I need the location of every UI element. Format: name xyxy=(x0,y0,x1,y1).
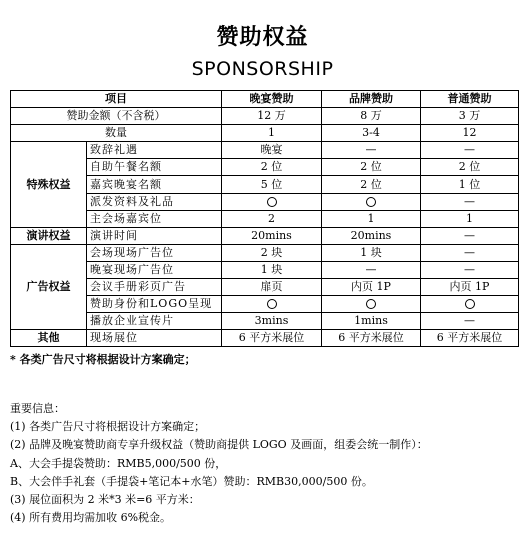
circle-icon xyxy=(267,299,277,309)
category-speech: 演讲权益 xyxy=(11,227,87,244)
category-other: 其他 xyxy=(11,330,87,347)
table-row xyxy=(11,210,519,227)
table-header-row xyxy=(11,91,519,108)
row-label: 致辞礼遇 xyxy=(87,142,222,159)
cell-brand: 1 块 xyxy=(322,244,421,261)
table-row xyxy=(11,142,519,159)
row-label: 赞助金额（不含税） xyxy=(11,108,222,125)
row-label: 主会场嘉宾位 xyxy=(87,210,222,227)
cell-brand: 3-4 xyxy=(322,125,421,142)
circle-icon xyxy=(366,299,376,309)
cell-brand: 1mins xyxy=(322,313,421,330)
row-label: 会议手册彩页广告 xyxy=(87,279,222,296)
table-row xyxy=(11,159,519,176)
table-row xyxy=(11,313,519,330)
cell-brand: — xyxy=(322,261,421,278)
cell-dinner: 晚宴 xyxy=(222,142,322,159)
cell-brand: — xyxy=(322,142,421,159)
cell-dinner: 5 位 xyxy=(222,176,322,193)
important-notes xyxy=(10,400,428,527)
row-label: 派发资料及礼品 xyxy=(87,193,222,210)
cell-dinner: 1 xyxy=(222,125,322,142)
note-line: (1) 各类广告尺寸将根据设计方案确定； xyxy=(10,420,206,434)
cell-general: 12 xyxy=(421,125,519,142)
row-label: 自助午餐名额 xyxy=(87,159,222,176)
cell-dinner xyxy=(222,296,322,313)
table-row xyxy=(11,125,519,142)
header-dinner: 晚宴赞助 xyxy=(222,91,322,108)
table-row xyxy=(11,227,519,244)
cell-general: 1 位 xyxy=(421,176,519,193)
cell-brand: 8 万 xyxy=(322,108,421,125)
cell-brand: 1 xyxy=(322,210,421,227)
circle-icon xyxy=(366,197,376,207)
cell-dinner: 12 万 xyxy=(222,108,322,125)
cell-general: — xyxy=(421,193,519,210)
cell-brand: 6 平方米展位 xyxy=(322,330,421,347)
notes-heading: 重要信息： xyxy=(10,402,65,415)
cell-general: — xyxy=(421,313,519,330)
table-row xyxy=(11,296,519,313)
table-footnote: * 各类广告尺寸将根据设计方案确定； xyxy=(10,353,196,366)
table-row xyxy=(11,108,519,125)
cell-brand: 内页 1P xyxy=(322,279,421,296)
cell-brand: 2 位 xyxy=(322,159,421,176)
cell-brand xyxy=(322,296,421,313)
cell-general: 2 位 xyxy=(421,159,519,176)
table-row xyxy=(11,176,519,193)
row-label: 赞助身份和LOGO呈现 xyxy=(87,296,222,313)
row-label: 会场现场广告位 xyxy=(87,244,222,261)
page-subtitle: SPONSORSHIP xyxy=(191,58,334,80)
cell-brand: 20mins xyxy=(322,227,421,244)
cell-general: 1 xyxy=(421,210,519,227)
table-row xyxy=(11,330,519,347)
note-line: (2) 品牌及晚宴赞助商专享升级权益（赞助商提供 LOGO 及画面，组委会统一制作）： xyxy=(10,438,428,452)
cell-brand xyxy=(322,193,421,210)
circle-icon xyxy=(465,299,475,309)
page-title: 赞助权益 xyxy=(216,24,309,50)
cell-dinner: 2 位 xyxy=(222,159,322,176)
cell-dinner: 20mins xyxy=(222,227,322,244)
cell-general xyxy=(421,296,519,313)
row-label: 播放企业宣传片 xyxy=(87,313,222,330)
cell-general: — xyxy=(421,261,519,278)
table-row xyxy=(11,261,519,278)
cell-dinner: 2 xyxy=(222,210,322,227)
circle-icon xyxy=(267,197,277,207)
cell-general: 内页 1P xyxy=(421,279,519,296)
cell-dinner: 2 块 xyxy=(222,244,322,261)
header-brand: 品牌赞助 xyxy=(322,91,421,108)
header-item: 项目 xyxy=(11,91,222,108)
cell-general: — xyxy=(421,244,519,261)
category-special: 特殊权益 xyxy=(11,142,87,227)
note-line: (4) 所有费用均需加收 6%税金。 xyxy=(10,511,172,525)
cell-dinner xyxy=(222,193,322,210)
cell-dinner: 扉页 xyxy=(222,279,322,296)
header-general: 普通赞助 xyxy=(421,91,519,108)
cell-brand: 2 位 xyxy=(322,176,421,193)
cell-general: 3 万 xyxy=(421,108,519,125)
row-label: 演讲时间 xyxy=(87,227,222,244)
note-line: (3) 展位面积为 2 米*3 米=6 平方米： xyxy=(10,493,200,507)
cell-dinner: 3mins xyxy=(222,313,322,330)
sponsorship-table xyxy=(10,90,519,347)
cell-dinner: 6 平方米展位 xyxy=(222,330,322,347)
category-advertising: 广告权益 xyxy=(11,244,87,329)
table-row xyxy=(11,279,519,296)
row-label: 嘉宾晚宴名额 xyxy=(87,176,222,193)
row-label: 数量 xyxy=(11,125,222,142)
cell-general: — xyxy=(421,227,519,244)
note-line: B、大会伴手礼套（手提袋+笔记本+水笔）赞助：RMB30,000/500 份。 xyxy=(10,474,373,488)
cell-general: 6 平方米展位 xyxy=(421,330,519,347)
table-row xyxy=(11,244,519,261)
table-row xyxy=(11,193,519,210)
note-line: A、大会手提袋赞助：RMB5,000/500 份， xyxy=(10,456,227,470)
cell-general: — xyxy=(421,142,519,159)
row-label: 晚宴现场广告位 xyxy=(87,261,222,278)
row-label: 现场展位 xyxy=(87,330,222,347)
cell-dinner: 1 块 xyxy=(222,261,322,278)
